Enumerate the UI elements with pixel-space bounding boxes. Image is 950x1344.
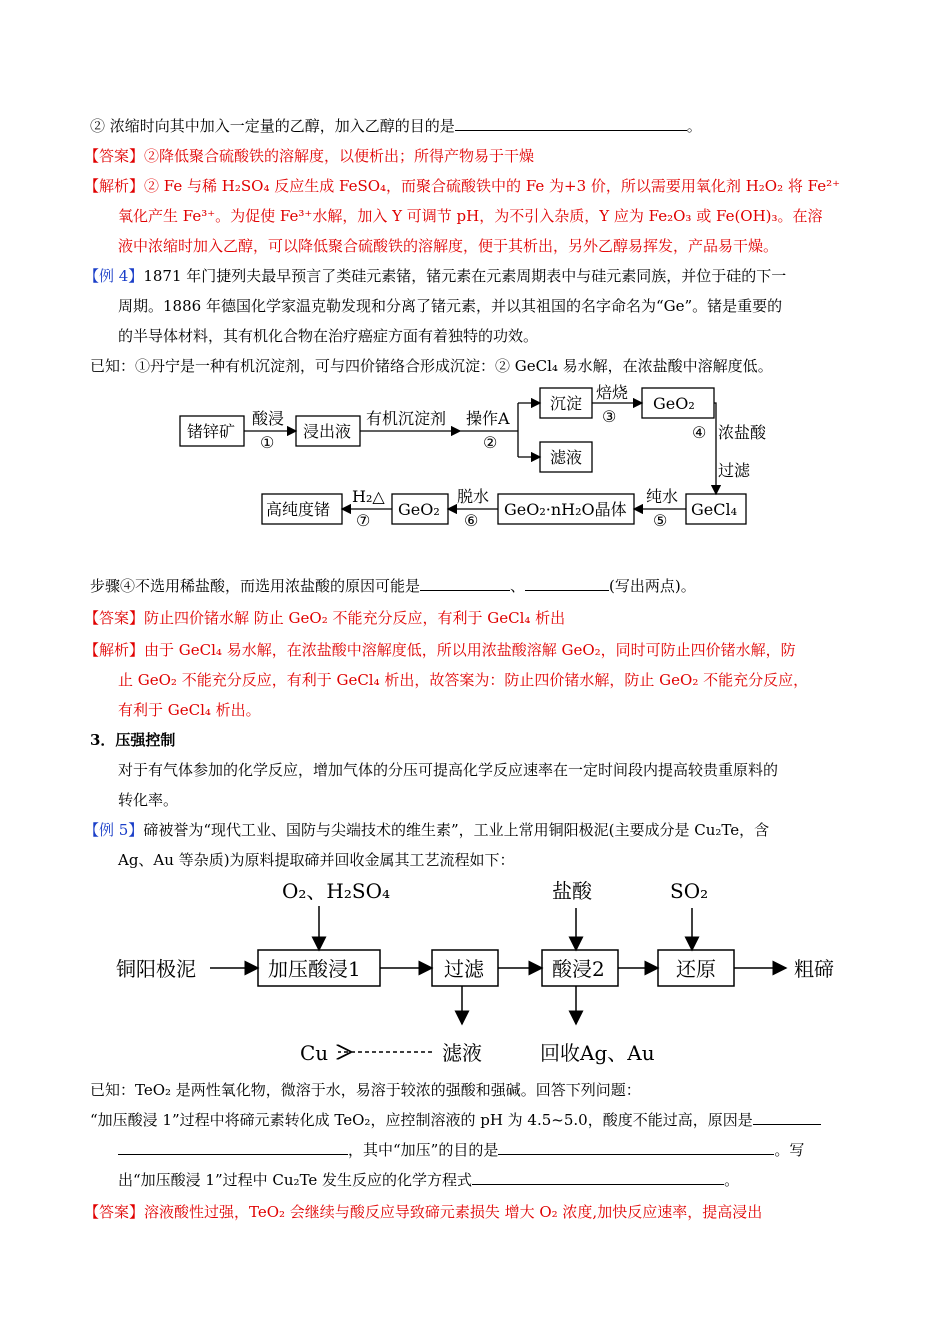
label-filter: 过滤 (718, 461, 751, 480)
label-filter5: 过滤 (444, 957, 484, 981)
section3-title: 3．压强控制 (90, 731, 176, 749)
label-reagent: 有机沉淀剂 (366, 409, 447, 428)
answer5: 【答案】溶液酸性过强，TeO₂ 会继续与酸反应导致碲元素损失 增大 O₂ 浓度,加快反应速率，提高浸出 (84, 1203, 763, 1221)
question5-line2: ，其中“加压”的目的是 。写 (118, 1140, 804, 1160)
answer-blank (753, 1110, 821, 1125)
label-step4: ④ (692, 423, 707, 442)
analysis1-line1: 【解析】② Fe 与稀 H₂SO₄ 反应生成 FeSO₄，而聚合硫酸铁中的 Fe 为+3 价，所以需要用氧化剂 H₂O₂ 将 Fe²⁺ (84, 177, 841, 195)
label-step7: ⑦ (356, 511, 371, 530)
label-precipitate: 沉淀 (550, 394, 583, 413)
answer-blank (472, 1170, 724, 1185)
example5-line2: Ag、Au 等杂质)为原料提取碲并回收金属其工艺流程如下： (118, 851, 515, 869)
answer-blank (118, 1140, 348, 1155)
label-crude-te: 粗碲 (794, 957, 834, 981)
label-leach-liquid: 浸出液 (303, 422, 352, 441)
analysis4-line1: 【解析】由于 GeCl₄ 易水解，在浓盐酸中溶解度低，所以用浓盐酸溶解 GeO₂，同时可防止四价锗水解，防 (84, 641, 796, 659)
question5-line1: “加压酸浸 1”过程中将碲元素转化成 TeO₂，应控制溶液的 pH 为 4.5~5.0，酸度不能过高，原因是 (90, 1110, 821, 1130)
label-recover-ag-au: 回收Ag、Au (540, 1041, 655, 1065)
section3-line2: 转化率。 (118, 791, 179, 809)
label-pure-ge: 高纯度锗 (266, 500, 331, 519)
label-step1: ① (260, 433, 275, 452)
label-step3: ③ (602, 407, 617, 426)
label-reduce: 还原 (676, 957, 716, 981)
label-conc-hcl: 浓盐酸 (718, 423, 767, 442)
analysis1-line3: 液中浓缩时加入乙醇，可以降低聚合硫酸铁的溶解度，便于其析出，另外乙醇易挥发，产品易干燥。 (118, 237, 779, 255)
label-anode-mud: 铜阳极泥 (116, 957, 196, 981)
label-pure-water: 纯水 (646, 487, 679, 506)
label-pressure-leach1: 加压酸浸1 (268, 957, 361, 981)
label-crystal: GeO₂·nH₂O晶体 (504, 500, 627, 519)
example4-line3: 的半导体材料，其有机化合物在治疗癌症方面有着独特的功效。 (118, 327, 539, 345)
label-so2: SO₂ (670, 879, 709, 903)
question5-known: 已知：TeO₂ 是两性氧化物，微溶于水，易溶于较浓的强酸和强碱。回答下列问题： (90, 1081, 641, 1099)
answer-blank (420, 576, 510, 591)
answer-blank (498, 1140, 774, 1155)
label-o2-h2so4: O₂、H₂SO₄ (282, 879, 390, 903)
analysis4-line2: 止 GeO₂ 不能充分反应，有利于 GeCl₄ 析出，故答案为：防止四价锗水解，防止 GeO₂ 不能充分反应， (118, 671, 809, 689)
analysis4-line3: 有利于 GeCl₄ 析出。 (118, 701, 261, 719)
label-cu: Cu (300, 1041, 329, 1065)
label-filtrate: 滤液 (550, 448, 583, 467)
label-dehydrate: 脱水 (457, 487, 490, 506)
label-geo2-top: GeO₂ (653, 394, 695, 413)
answer-blank (455, 116, 687, 131)
section3-line1: 对于有气体参加的化学反应，增加气体的分压可提高化学反应速率在一定时间段内提高较贵重原料的 (118, 761, 779, 779)
label-step5: ⑤ (653, 511, 668, 530)
label-ore: 锗锌矿 (187, 422, 236, 441)
example4-line2: 周期。1886 年德国化学家温克勒发现和分离了锗元素，并以其祖国的名字命名为“Ge”。锗是重要的 (118, 297, 783, 315)
label-gecl4: GeCl₄ (691, 500, 738, 519)
example4-known: 已知：①丹宁是一种有机沉淀剂，可与四价锗络合形成沉淀：② GeCl₄ 易水解，在浓盐酸中溶解度低。 (90, 357, 773, 375)
label-filtrate5: 滤液 (442, 1041, 482, 1065)
germanium-flowchart (170, 380, 790, 540)
answer4: 【答案】防止四价锗水解 防止 GeO₂ 不能充分反应，有利于 GeCl₄ 析出 (84, 609, 566, 627)
answer-blank (525, 576, 609, 591)
label-geo2-bottom: GeO₂ (398, 500, 440, 519)
question-ethanol: ② 浓缩时向其中加入一定量的乙醇，加入乙醇的目的是 。 (90, 117, 702, 135)
label-step6: ⑥ (464, 511, 479, 530)
tellurium-flowchart (110, 872, 870, 1072)
example4-line1: 【例 4】1871 年门捷列夫最早预言了类硅元素锗，锗元素在元素周期表中与硅元素同族，并位于硅的下一 (84, 267, 787, 285)
question4: 步骤④不选用稀盐酸，而选用浓盐酸的原因可能是 、 (写出两点)。 (90, 577, 696, 595)
answer-ethanol: 【答案】②降低聚合硫酸铁的溶解度，以便析出；所得产物易于干燥 (84, 147, 535, 165)
question5-line3: 出“加压酸浸 1”过程中 Cu₂Te 发生反应的化学方程式 。 (118, 1171, 740, 1189)
example5-line1: 【例 5】碲被誉为“现代工业、国防与尖端技术的维生素”，工业上常用铜阳极泥(主要成分是 Cu₂Te，含 (84, 821, 770, 839)
label-h2: H₂△ (352, 487, 385, 506)
label-hcl: 盐酸 (552, 879, 592, 903)
analysis1-line2: 氧化产生 Fe³⁺。为促使 Fe³⁺水解，加入 Y 可调节 pH，为不引入杂质，Y 应为 Fe₂O₃ 或 Fe(OH)₃。在溶 (118, 207, 823, 225)
label-acid-leach: 酸浸 (252, 409, 285, 428)
label-operation-a: 操作A (466, 409, 510, 428)
label-roast: 焙烧 (596, 383, 629, 402)
label-step2: ② (483, 433, 498, 452)
label-acid-leach2: 酸浸2 (552, 957, 605, 981)
